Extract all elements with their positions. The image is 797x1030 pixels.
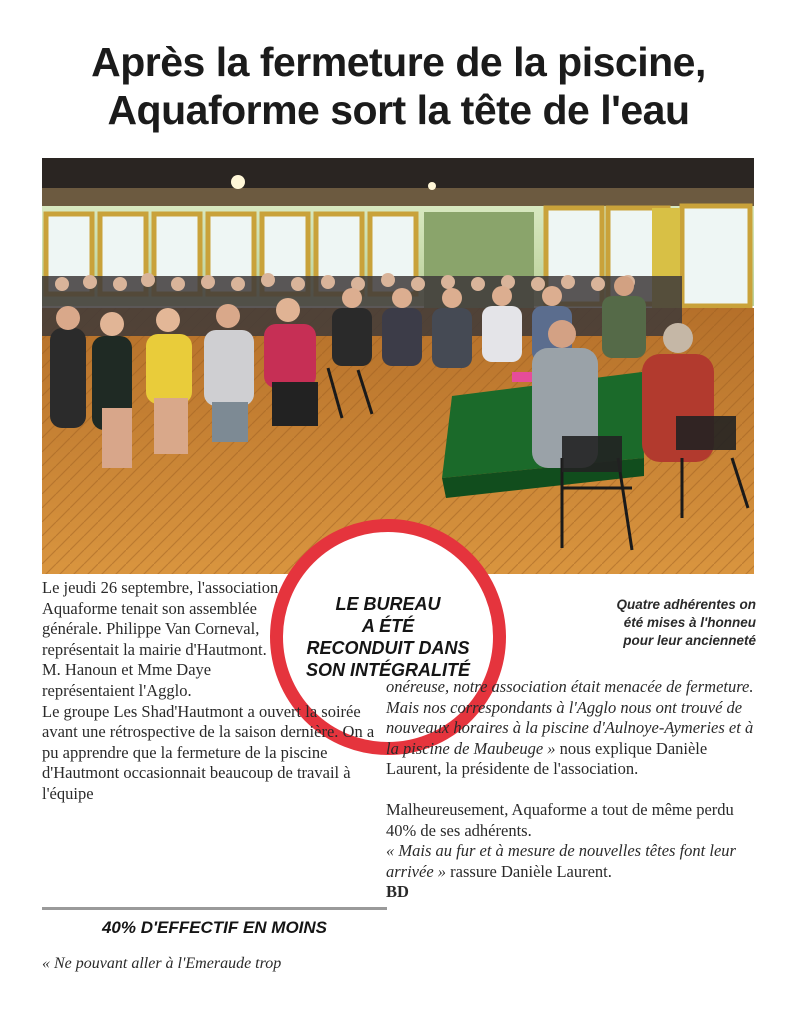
headline-line-1: Après la fermeture de la piscine, [91,39,706,85]
paragraph-quote-2 [386,841,756,882]
section-divider [42,907,387,910]
caption-line-3: pour leur ancienneté [623,633,756,648]
photo-caption [556,596,756,650]
quote-1: onéreuse, notre association était menacée de fermeture. Mais nos correspondants à l'Agglo nous ont trouvé de nouveaux horaires à la piscine d'Aulnoye-Aymeries et à la piscine de Maubeuge » [386,677,754,758]
pullquote-line-2: A ÉTÉ [361,616,415,636]
headline-line-2: Aquaforme sort la tête de l'eau [107,87,690,133]
quote-2: « Mais au fur et à mesure de nouvelles têtes font leur arrivée » [386,841,736,881]
paragraph-intro: Le jeudi 26 septembre, l'association Aquaforme tenait son assemblée générale. Philippe Van Corneval, représentait la mairie d'Hautmont. M. Hanoun et Mme Daye représentaient l'Agglo. [42,578,279,700]
quote-2-attribution: rassure Danièle Laurent. [446,861,612,881]
section-subhead: 40% D'EFFECTIF EN MOINS [101,918,328,937]
paragraph-tail: « Ne pouvant aller à l'Emeraude trop [42,955,282,972]
pullquote-line-4: SON INTÉGRALITÉ [305,660,470,680]
paragraph-quote-1 [386,677,756,780]
pullquote-line-3: RECONDUIT DANS [306,638,470,658]
caption-line-1: Quatre adhérentes on [616,597,756,612]
quote-1-attribution: nous explique Danièle Laurent, la présidente de l'association. [386,738,708,779]
paragraph-soiree: Le groupe Les Shad'Hautmont a ouvert la soirée avant une rétrospective de la saison dernière. On a pu apprendre que la fermeture de la piscine d'Hautmont occasionnait beaucoup de travail à l'équipe [42,701,375,803]
pullquote-line-1: LE BUREAU [335,594,441,614]
byline: BD [386,882,409,902]
caption-line-2: été mises à l'honneu [623,615,756,630]
left-column [42,578,392,805]
paragraph-loss: Malheureusement, Aquaforme a tout de même perdu 40% de ses adhérents. [386,799,734,840]
headline [0,38,797,134]
right-column [386,677,756,903]
assembly-photo [42,158,754,574]
